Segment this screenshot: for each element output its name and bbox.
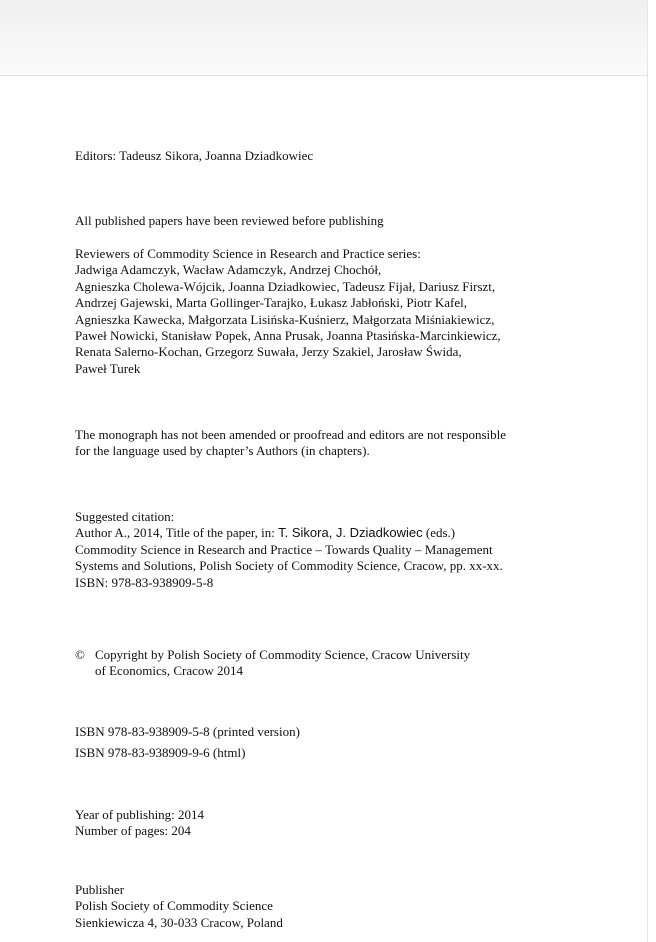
reviewers-line: Paweł Turek [75,360,141,376]
number-of-pages: Number of pages: 204 [75,823,191,839]
citation-section [75,509,555,591]
page-top-band [0,0,648,76]
disclaimer-line: The monograph has not been amended or proofread and editors are not responsible [75,427,507,442]
reviewers-section [75,246,555,377]
reviewers-line: Andrzej Gajewski, Marta Gollinger-Tarajko, Łukasz Jabłoński, Piotr Kafel, [75,295,467,311]
citation-editors: T. Sikora, J. Dziadkowiec [278,525,423,541]
citation-line: Systems and Solutions, Polish Society of Commodity Science, Cracow, pp. xx-xx. [75,558,503,574]
copyright-line: Copyright by Polish Society of Commodity Science, Cracow University [95,647,471,662]
publisher-section [75,882,555,931]
publisher-address: Sienkiewicza 4, 30-033 Cracow, Poland [75,914,283,930]
isbn-section [75,721,555,763]
editors-line: Editors: Tadeusz Sikora, Joanna Dziadkowiec [75,148,314,163]
publication-section [75,807,555,840]
citation-suffix: (eds.) [422,525,456,541]
scrollbar-track[interactable] [647,0,656,942]
reviewers-line: Agnieszka Kawecka, Małgorzata Lisińska-Kuśnierz, Małgorzata Miśniakiewicz, [75,311,495,327]
reviewers-line: Paweł Nowicki, Stanisław Popek, Anna Prusak, Joanna Ptasińska-Marcinkiewicz, [75,328,501,344]
citation-line [75,525,555,541]
year-of-publishing: Year of publishing: 2014 [75,807,205,822]
citation-isbn: ISBN: 978-83-938909-5-8 [75,574,214,590]
reviewers-line: Jadwiga Adamczyk, Wacław Adamczyk, Andrzej Chochół, [75,262,382,278]
citation-heading: Suggested citation: [75,509,175,524]
copyright-text [95,647,555,680]
reviewers-line: Renata Salerno-Kochan, Grzegorz Suwała, Jerzy Szakiel, Jarosław Świda, [75,344,462,360]
isbn-html: ISBN 978-83-938909-9-6 (html) [75,745,246,760]
copyright-symbol: © [75,647,85,662]
reviewers-line: Agnieszka Cholewa-Wójcik, Joanna Dziadkowiec, Tadeusz Fijał, Dariusz Firszt, [75,278,496,294]
disclaimer-line: for the language used by chapter’s Authors (in chapters). [75,443,370,459]
copyright-line: of Economics, Cracow 2014 [95,663,244,679]
reviewers-heading: Reviewers of Commodity Science in Research and Practice series: [75,246,421,261]
publisher-heading: Publisher [75,882,125,897]
review-note: All published papers have been reviewed before publishing [75,213,384,228]
isbn-printed: ISBN 978-83-938909-5-8 (printed version) [75,724,300,739]
publisher-name: Polish Society of Commodity Science [75,898,273,914]
disclaimer-section [75,427,555,460]
citation-line: Commodity Science in Research and Practice – Towards Quality – Management [75,541,493,557]
citation-prefix: Author A., 2014, Title of the paper, in: [75,525,279,541]
